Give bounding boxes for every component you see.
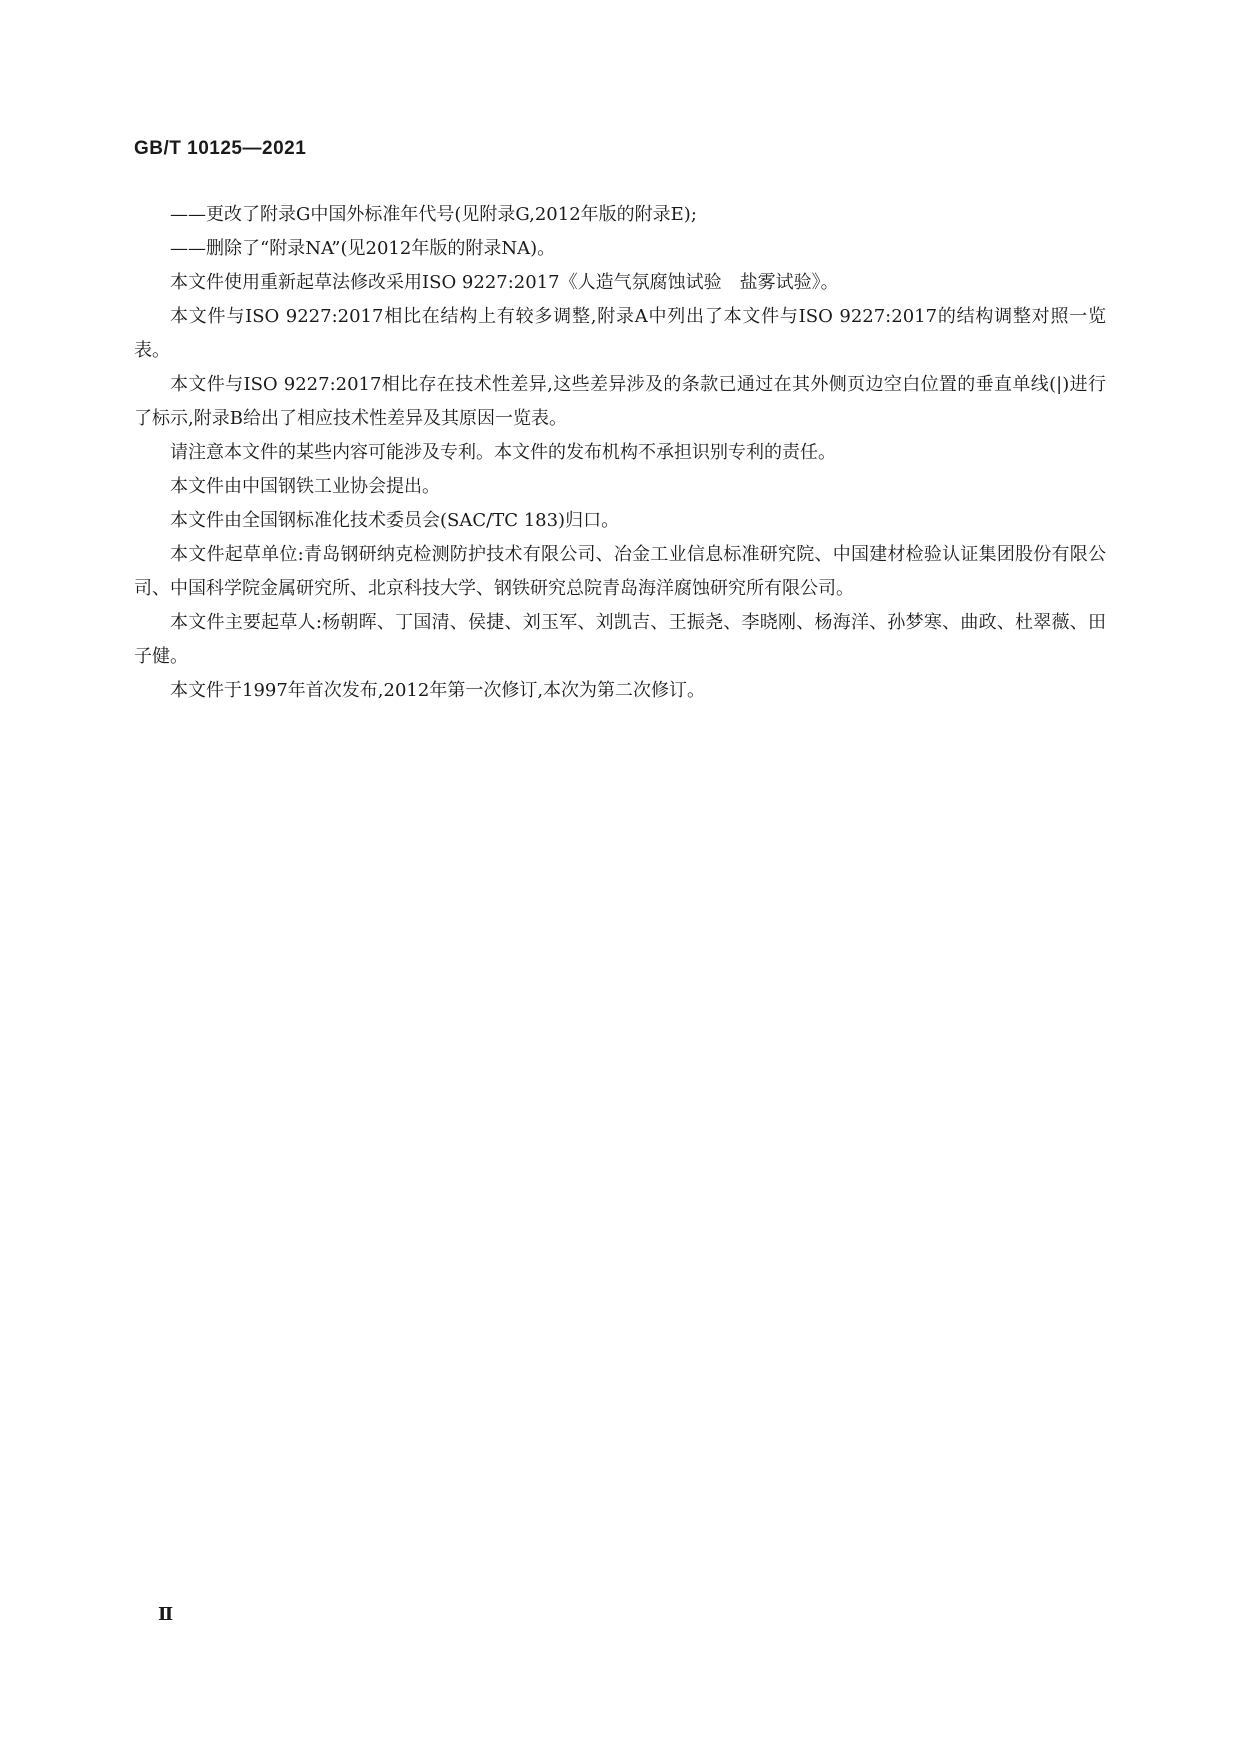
paragraph-adoption: 本文件使用重新起草法修改采用ISO 9227:2017《人造气氛腐蚀试验 盐雾试验》。 (170, 272, 839, 293)
paragraph-technical-differences: 本文件与ISO 9227:2017相比存在技术性差异,这些差异涉及的条款已通过在其外侧页边空白位置的垂直单线(|)进行了标示,附录B给出了相应技术性差异及其原因一览表。 (134, 374, 1106, 429)
paragraph-proposer: 本文件由中国钢铁工业协会提出。 (170, 476, 440, 497)
paragraph-drafting-units: 本文件起草单位:青岛钢研纳克检测防护技术有限公司、冶金工业信息标准研究院、中国建材检验认证集团股份有限公司、中国科学院金属研究所、北京科技大学、钢铁研究总院青岛海洋腐蚀研究所有限公司。 (134, 544, 1106, 599)
paragraph-delete-annex-na: ——删除了“附录NA”(见2012年版的附录NA)。 (170, 238, 556, 259)
paragraph-structure-changes: 本文件与ISO 9227:2017相比在结构上有较多调整,附录A中列出了本文件与ISO 9227:2017的结构调整对照一览表。 (134, 306, 1106, 361)
page-number: Ⅱ (158, 1604, 174, 1625)
paragraph-drafters: 本文件主要起草人:杨朝晖、丁国清、侯捷、刘玉军、刘凯吉、王振尧、李晓刚、杨海洋、孙梦寒、曲政、杜翠薇、田子健。 (134, 612, 1106, 667)
preface-body (134, 198, 1106, 708)
paragraph-committee: 本文件由全国钢标准化技术委员会(SAC/TC 183)归口。 (170, 510, 620, 531)
document-code: GB/T 10125—2021 (134, 138, 307, 159)
paragraph-history: 本文件于1997年首次发布,2012年第一次修订,本次为第二次修订。 (170, 680, 706, 701)
paragraph-patent-notice: 请注意本文件的某些内容可能涉及专利。本文件的发布机构不承担识别专利的责任。 (170, 442, 836, 463)
paragraph-change-annex-g: ——更改了附录G中国外标准年代号(见附录G,2012年版的附录E); (170, 204, 697, 225)
